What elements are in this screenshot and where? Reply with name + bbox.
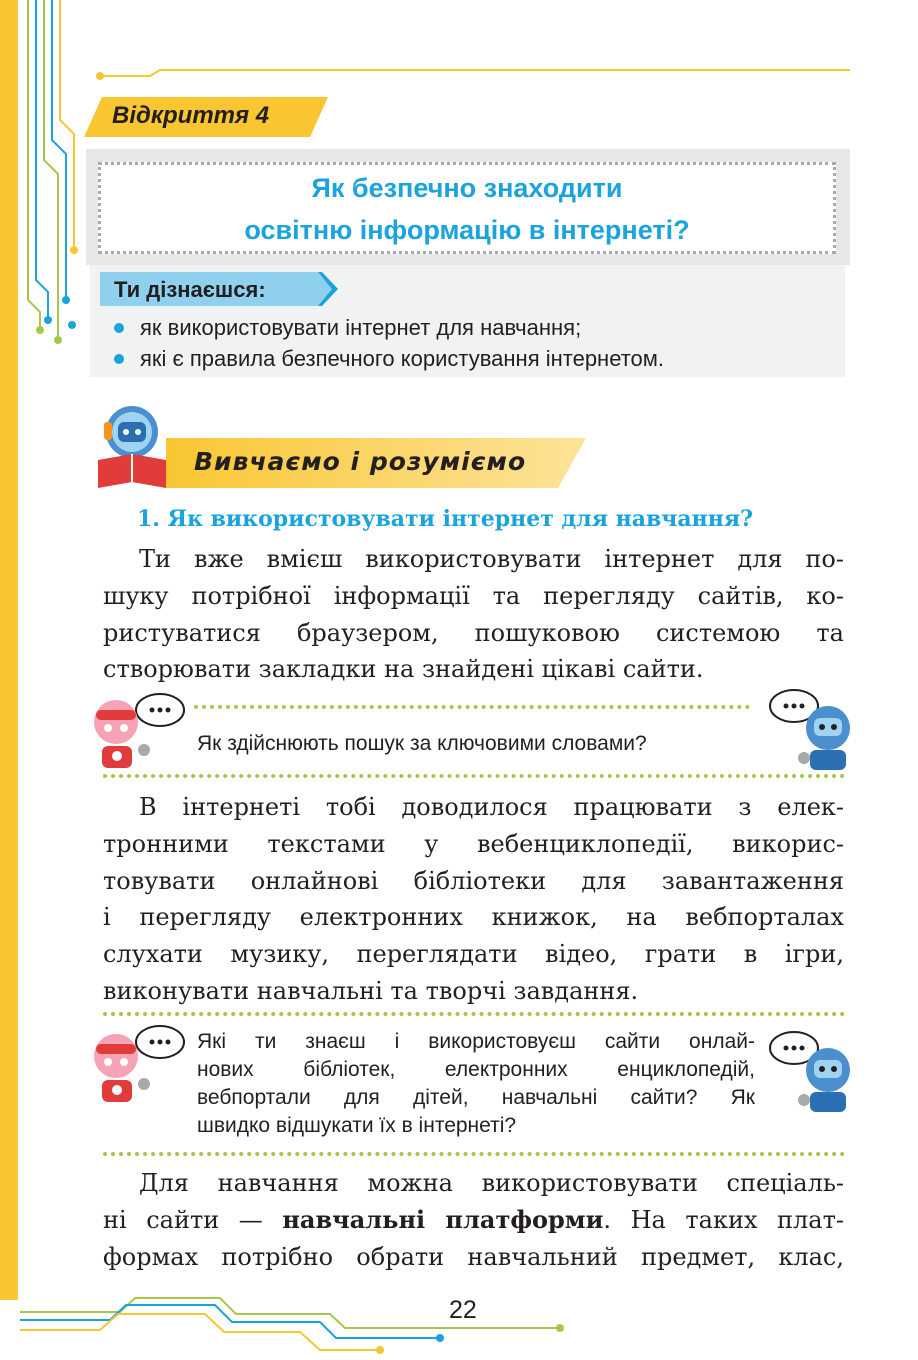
lesson-title-line-1: Як безпечно знаходити	[311, 173, 623, 203]
paragraph-line: тронними текстами у вебенциклопедії, викорис-	[103, 829, 844, 858]
left-yellow-stripe	[0, 0, 18, 1300]
paragraph-line: Для навчання можна використовувати спеціаль-	[139, 1169, 844, 1197]
text-run: ні сайти —	[103, 1205, 283, 1234]
blue-robot-icon	[766, 688, 862, 772]
study-banner-label: Вивчаємо і розуміємо	[194, 447, 527, 476]
lesson-title-line-2: освітню інформацію в інтернеті?	[244, 215, 690, 245]
learn-tag-label: Ти дізнаєшся:	[114, 277, 266, 302]
question-2	[197, 1028, 755, 1140]
page-number: 22	[449, 1296, 477, 1324]
question-line: швидко відшукати їх в інтернеті?	[197, 1114, 517, 1137]
paragraph-line: товувати онлайнові бібліотеки для завантаження	[103, 866, 844, 895]
paragraph-line: створювати закладки на знайдені цікаві сайти.	[103, 655, 704, 684]
paragraph-2	[103, 789, 844, 1010]
paragraph-line: Ти вже вмієш використовувати інтернет для по-	[139, 545, 844, 573]
question-divider-top	[103, 1012, 845, 1016]
question-line: вебпортали для дітей, навчальні сайти? Як	[197, 1086, 755, 1109]
question-heading-1: 1. Як використовувати інтернет для навчання?	[137, 506, 753, 532]
paragraph-line: виконувати навчальні та творчі завдання.	[103, 976, 639, 1005]
paragraph-3	[103, 1165, 844, 1275]
text-run: . На таких плат-	[603, 1205, 844, 1234]
list-item: які є правила безпечного користування інтернетом.	[114, 343, 664, 374]
key-term: навчальні платформи	[282, 1204, 604, 1234]
robot-reading-icon	[90, 402, 170, 492]
paragraph-1	[103, 541, 844, 688]
paragraph-line: В інтернеті тобі доводилося працювати з елек-	[139, 793, 844, 821]
paragraph-line: формах потрібно обрати навчальний предмет, клас,	[103, 1242, 844, 1271]
girl-robot-icon	[82, 690, 186, 770]
lesson-title	[98, 162, 836, 254]
girl-robot-icon	[82, 1022, 186, 1106]
section-tag-label: Відкриття 4	[112, 102, 270, 129]
question-line: Які ти знаєш і використовуєш сайти онлай-	[197, 1030, 755, 1053]
question-divider-bottom	[103, 1152, 845, 1156]
section-tag	[84, 97, 328, 137]
question-divider-top	[194, 705, 750, 709]
question-divider-bottom	[103, 774, 845, 778]
paragraph-line: ристуватися браузером, пошуковою системою та	[103, 618, 844, 647]
list-item: як використовувати інтернет для навчання;	[114, 312, 664, 343]
learn-list	[114, 312, 664, 374]
study-banner	[166, 438, 586, 488]
blue-robot-icon	[766, 1030, 862, 1114]
paragraph-line: і перегляду електронних книжок, на вебпорталах	[103, 903, 844, 932]
question-line: нових бібліотек, електронних енциклопедій,	[197, 1058, 755, 1081]
paragraph-line: шуку потрібної інформації та перегляду сайтів, ко-	[103, 581, 844, 610]
question-1: Як здійснюють пошук за ключовими словами?	[197, 732, 647, 755]
paragraph-line	[103, 1202, 844, 1239]
paragraph-line: слухати музику, переглядати відео, грати в ігри,	[103, 940, 844, 969]
